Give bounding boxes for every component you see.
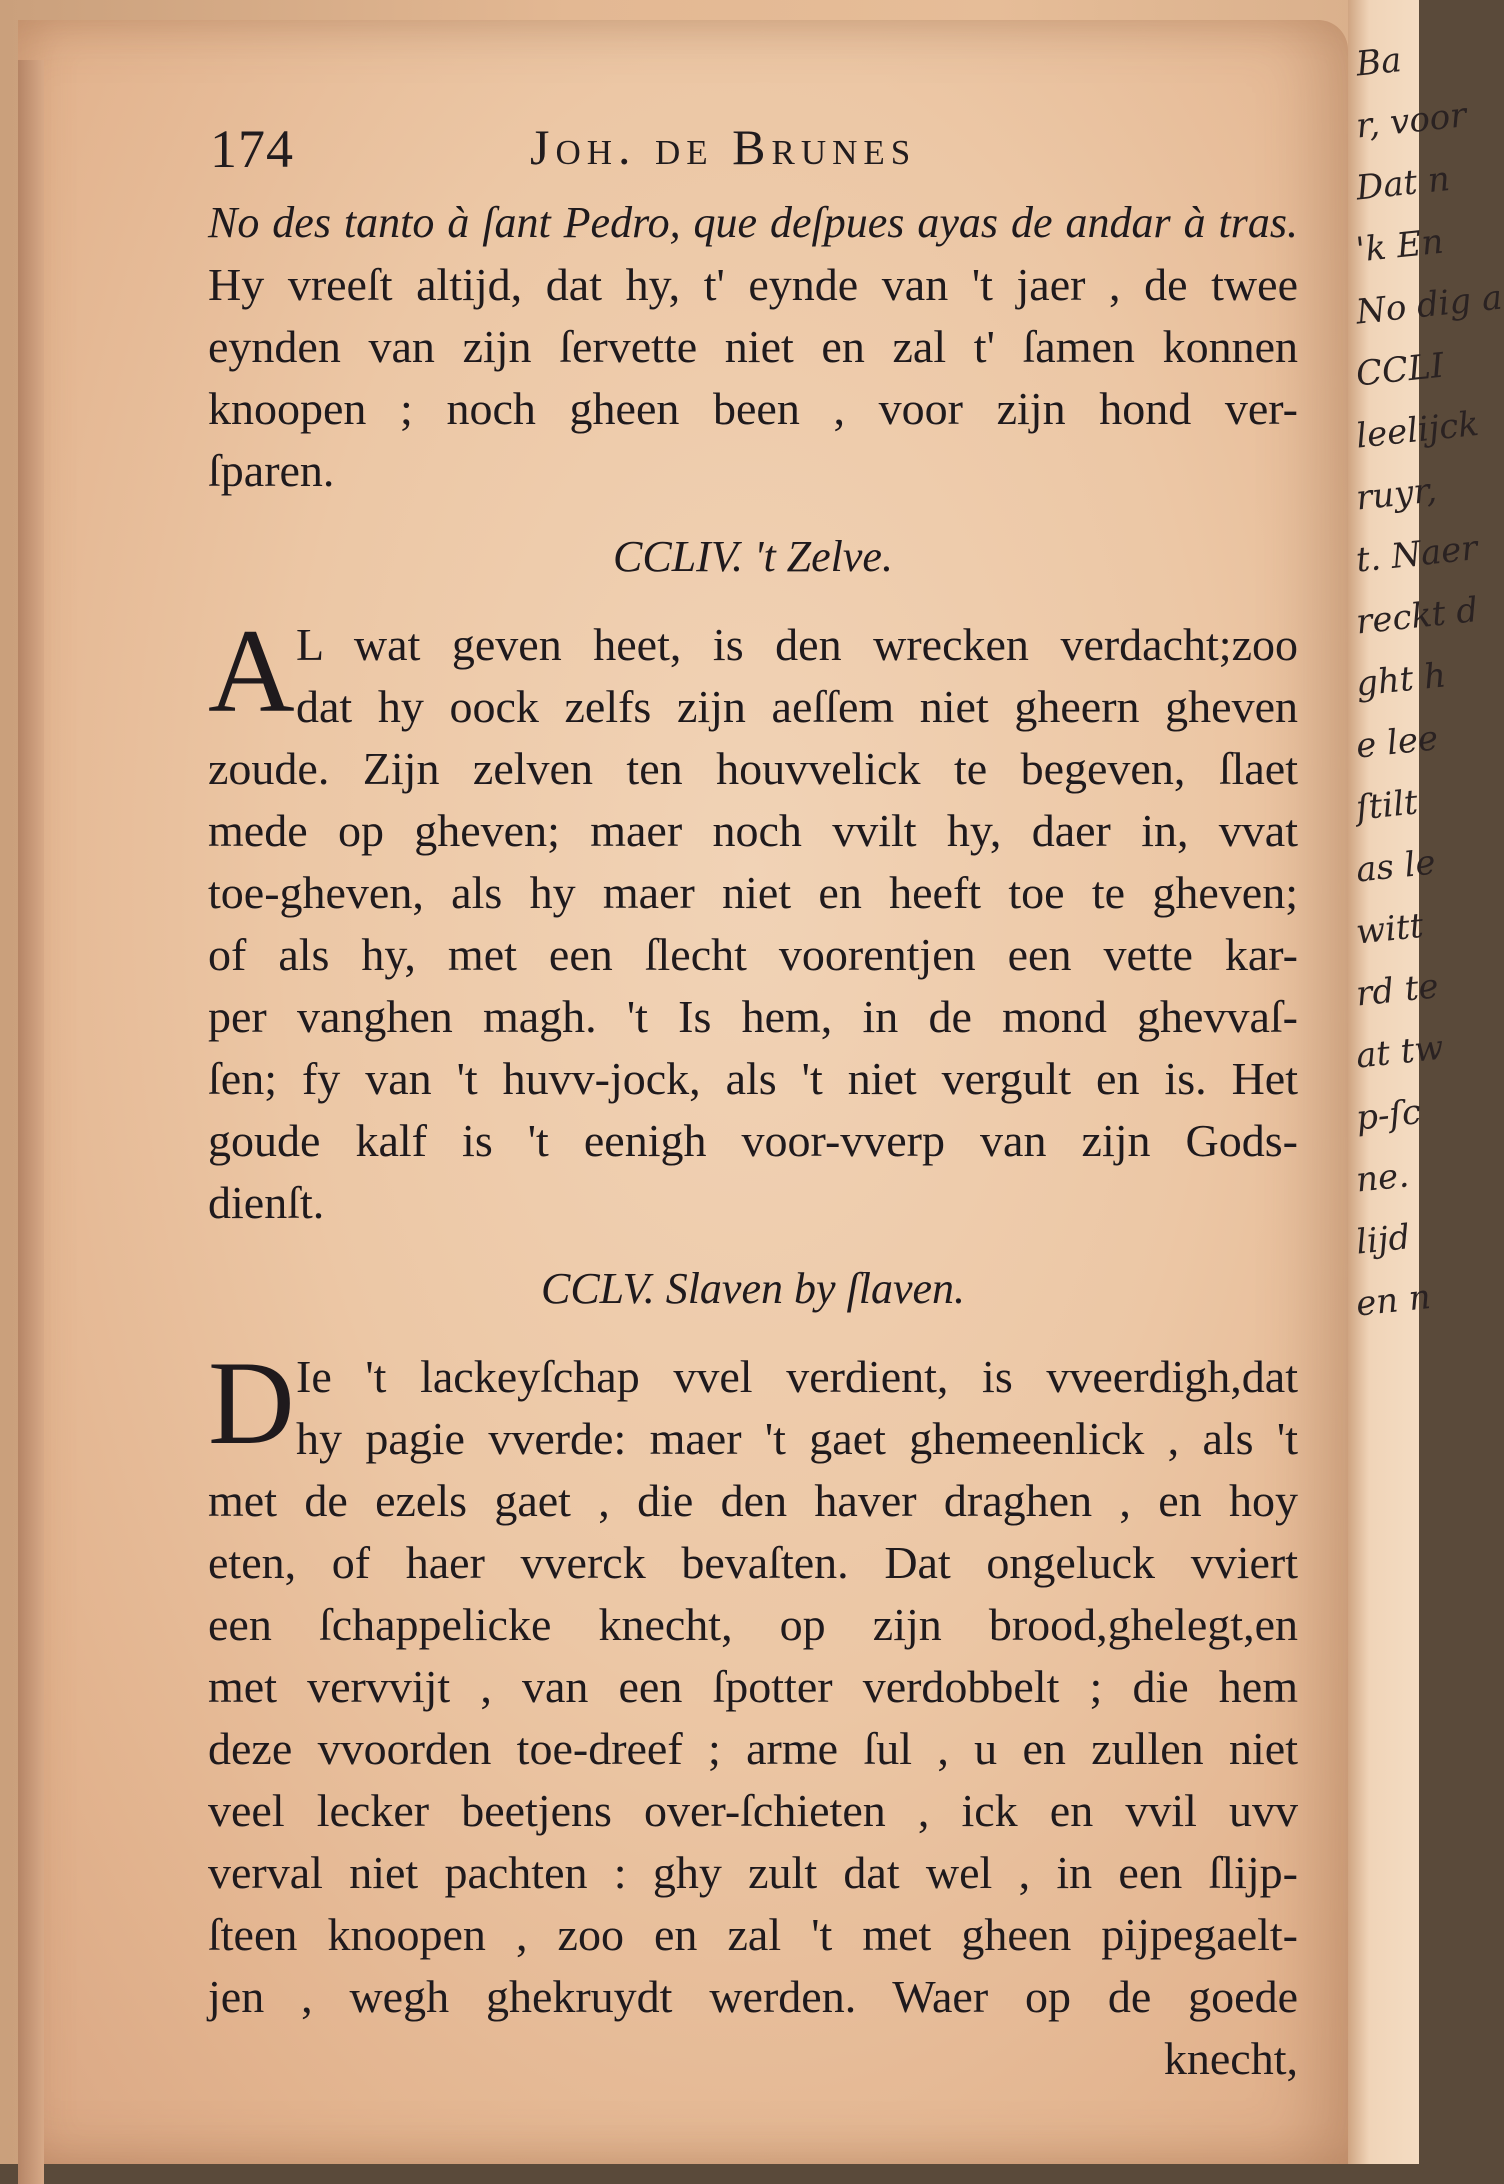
page-number: 174	[210, 119, 294, 179]
text-line: L wat geven heet, is den wrecken verdacht;zoo	[296, 619, 1298, 670]
text-line: eten, of haer vverck bevaſten. Dat ongeluck vviert	[208, 1537, 1298, 1588]
facing-page-fragment: en n	[1354, 1277, 1433, 1325]
facing-page-fragment: e lee	[1354, 718, 1440, 767]
spanish-proverb-line: No des tanto à ſant Pedro, que deſpues ayas de andar à tras.	[208, 198, 1298, 247]
facing-page-fragment: leelijck	[1354, 403, 1481, 457]
facing-page-fragment: t. Naer	[1354, 528, 1480, 581]
facing-page-fragment: witt	[1354, 905, 1426, 953]
facing-page-fragment: at tw	[1354, 1027, 1446, 1077]
text-line: Hy vreeſt altijd, dat hy, t' eynde van 't jaer , de twee	[208, 259, 1298, 310]
text-line: deze vvoorden toe-dreef ; arme ſul , u en zullen niet	[208, 1723, 1298, 1774]
text-line: verval niet pachten : ghy zult dat wel , in een ſlijp-	[208, 1847, 1298, 1898]
text-line: ſen; fy van 't huvv-jock, als 't niet vergult en is. Het	[208, 1053, 1298, 1104]
text-line: of als hy, met een ſlecht voorentjen een vette kar-	[208, 929, 1298, 980]
running-title: Joh. de Brunes	[530, 119, 917, 175]
facing-page-fragment: ght h	[1354, 655, 1448, 705]
intro-paragraph	[208, 192, 1308, 502]
page-body	[208, 192, 1308, 2090]
facing-page-fragment: reckt d	[1354, 590, 1480, 643]
facing-page-fragment: No dig a	[1354, 277, 1504, 333]
catchword: knecht,	[1163, 2033, 1298, 2084]
facing-page-fragment: Ba	[1354, 40, 1404, 85]
facing-page-fragment: ne.	[1354, 1155, 1411, 1201]
facing-page-fragment: rd te	[1354, 966, 1441, 1015]
section-heading-ccliv: CCLIV. 't Zelve.	[613, 532, 893, 581]
text-line: een ſchappelicke knecht, op zijn brood,ghelegt,en	[208, 1599, 1298, 1650]
text-line: ſteen knoopen , zoo en zal 't met gheen pijpegaelt-	[208, 1909, 1298, 1960]
text-line: met de ezels gaet , die den haver draghen , en hoy	[208, 1475, 1298, 1526]
facing-page-fragment: as le	[1354, 842, 1438, 891]
running-head	[210, 118, 1030, 178]
facing-page-fragment: Dat n	[1354, 158, 1452, 209]
drop-cap: D	[208, 1336, 295, 1469]
text-line: mede op gheven; maer noch vvilt hy, daer in, vvat	[208, 805, 1298, 856]
text-line: Ie 't lackeyſchap vvel verdient, is vveerdigh,dat	[296, 1351, 1298, 1402]
facing-page-fragment: CCLI	[1354, 345, 1446, 395]
text-line: veel lecker beetjens over-ſchieten , ick en vvil uvv	[208, 1785, 1298, 1836]
section-heading-cclv: CCLV. Slaven by ſlaven.	[540, 1264, 966, 1313]
text-line: goude kalf is 't eenigh voor-vverp van zijn Gods-	[208, 1115, 1298, 1166]
facing-page-fragment: r, voor	[1354, 95, 1469, 147]
drop-cap: A	[208, 604, 295, 737]
facing-page-fragment: ſtilt	[1354, 782, 1420, 829]
facing-page-fragment: p-ſc	[1354, 1092, 1423, 1139]
paragraph-cclv	[208, 1336, 1308, 2090]
text-line: per vanghen magh. 't Is hem, in de mond ghevvaſ-	[208, 991, 1298, 1042]
text-line: knoopen ; noch gheen been , voor zijn hond ver-	[208, 383, 1298, 434]
facing-page-edge	[1348, 0, 1504, 2164]
facing-page-fragment: lijd	[1354, 1217, 1413, 1263]
facing-page-fragment: 'k En	[1354, 221, 1446, 271]
text-line: dienſt.	[208, 1177, 325, 1228]
text-line: hy pagie vverde: maer 't gaet ghemeenlick , als 't	[296, 1413, 1298, 1464]
text-line: zoude. Zijn zelven ten houvvelick te begeven, ſlaet	[208, 743, 1298, 794]
text-line: eynden van zijn ſervette niet en zal t' ſamen konnen	[208, 321, 1298, 372]
text-line: dat hy oock zelfs zijn aeſſem niet gheern gheven	[296, 681, 1298, 732]
paragraph-ccliv	[208, 604, 1308, 1234]
text-line: met vervvijt , van een ſpotter verdobbelt ; die hem	[208, 1661, 1298, 1712]
text-line: toe-gheven, als hy maer niet en heeft toe te gheven;	[208, 867, 1298, 918]
text-line: jen , wegh ghekruydt werden. Waer op de goede	[208, 1971, 1298, 2022]
page-gutter-edge	[18, 60, 44, 2184]
facing-page-fragment: ruyr,	[1354, 470, 1439, 519]
text-line: ſparen.	[208, 445, 335, 496]
